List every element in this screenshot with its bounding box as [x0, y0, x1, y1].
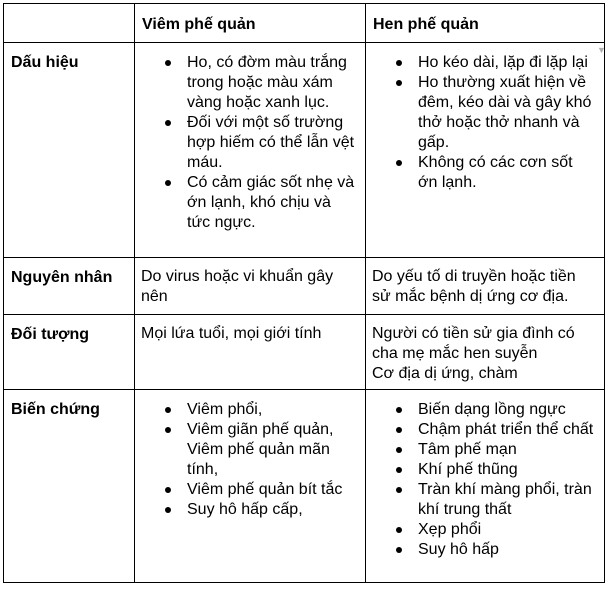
row-header-cell[interactable]: [4, 315, 135, 390]
bullet-list: [135, 390, 365, 520]
causes-asthma-cell[interactable]: [366, 258, 605, 315]
cell-text-line: Người có tiền sử gia đình có cha mẹ mắc hen suyễn: [372, 325, 575, 362]
header-cell-bronchitis[interactable]: [135, 4, 366, 43]
row-label-complications: Biến chứng: [11, 401, 100, 418]
row-header-cell[interactable]: [4, 258, 135, 315]
list-item: Suy hô hấp cấp,: [187, 500, 357, 520]
list-item: Có cảm giác sốt nhẹ và ớn lạnh, khó chịu và tức ngực.: [187, 173, 357, 233]
list-item: Tâm phế mạn: [418, 440, 596, 460]
header-cell-empty[interactable]: [4, 4, 135, 43]
list-item: Không có các cơn sốt ớn lạnh.: [418, 153, 596, 193]
row-header-cell[interactable]: [4, 390, 135, 583]
table-header-row: [4, 4, 605, 43]
signs-asthma-cell[interactable]: [366, 43, 605, 258]
table-row: [4, 43, 605, 258]
subjects-asthma-cell[interactable]: [366, 315, 605, 390]
list-item: Ho, có đờm màu trắng trong hoặc màu xám vàng hoặc xanh lục.: [187, 53, 357, 113]
table-row: [4, 315, 605, 390]
complications-asthma-cell[interactable]: [366, 390, 605, 583]
cell-text: Do virus hoặc vi khuẩn gây nên: [141, 268, 334, 305]
list-item: Viêm phế quản bít tắc: [187, 480, 357, 500]
header-cell-asthma[interactable]: [366, 4, 605, 43]
cell-text-line: Cơ địa dị ứng, chàm: [372, 365, 518, 382]
table-row: [4, 390, 605, 583]
table-row: [4, 258, 605, 315]
list-item: Ho kéo dài, lặp đi lặp lại: [418, 53, 596, 73]
row-label-signs: Dấu hiệu: [11, 54, 79, 71]
complications-bronchitis-cell[interactable]: [135, 390, 366, 583]
list-item: Viêm phổi,: [187, 400, 357, 420]
list-item: Chậm phát triển thể chất: [418, 420, 596, 440]
comparison-table: [3, 3, 605, 583]
scroll-arrow-icon[interactable]: ▼: [597, 45, 606, 55]
list-item: Ho thường xuất hiện về đêm, kéo dài và gây khó thở hoặc thở nhanh và gấp.: [418, 73, 596, 153]
list-item: Đối với một số trường hợp hiếm có thể lẫn vệt máu.: [187, 113, 357, 173]
causes-bronchitis-cell[interactable]: [135, 258, 366, 315]
list-item: Viêm giãn phế quản, Viêm phế quản mãn tính,: [187, 420, 357, 480]
bullet-list: [366, 390, 604, 560]
list-item: Suy hô hấp: [418, 540, 596, 560]
row-label-subjects: Đối tượng: [11, 326, 90, 343]
bullet-list: [135, 43, 365, 233]
bullet-list: [366, 43, 604, 193]
cell-text: Do yếu tố di truyền hoặc tiền sử mắc bệnh dị ứng cơ địa.: [372, 268, 576, 305]
cell-text: Mọi lứa tuổi, mọi giới tính: [141, 325, 322, 342]
list-item: Xẹp phổi: [418, 520, 596, 540]
column-header-bronchitis: Viêm phế quản: [142, 16, 256, 33]
list-item: Khí phế thũng: [418, 460, 596, 480]
cell-text-block: [366, 315, 604, 384]
list-item: Biến dạng lồng ngực: [418, 400, 596, 420]
column-header-asthma: Hen phế quản: [373, 16, 479, 33]
row-header-cell[interactable]: [4, 43, 135, 258]
row-label-causes: Nguyên nhân: [11, 269, 113, 286]
subjects-bronchitis-cell[interactable]: [135, 315, 366, 390]
signs-bronchitis-cell[interactable]: [135, 43, 366, 258]
list-item: Tràn khí màng phổi, tràn khí trung thất: [418, 480, 596, 520]
